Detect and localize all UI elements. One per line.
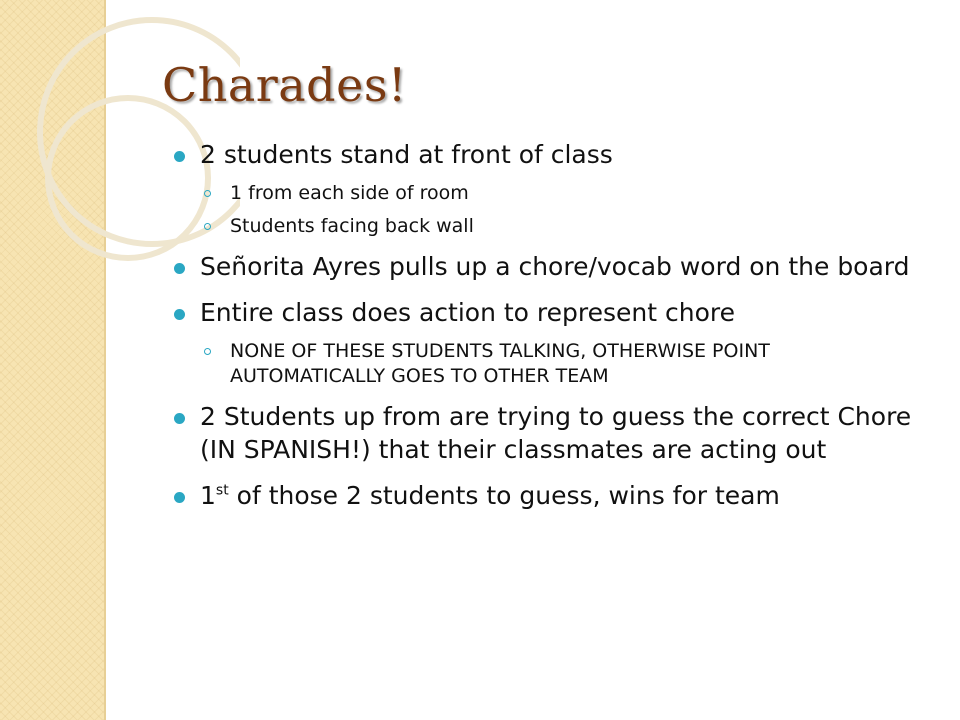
ordinal-number: 1 bbox=[200, 481, 216, 510]
sub-bullet-item: NONE OF THESE STUDENTS TALKING, OTHERWISE POINT AUTOMATICALLY GOES TO OTHER TEAM bbox=[172, 339, 912, 389]
bullet-item: Entire class does action to represent chore bbox=[172, 296, 912, 329]
bullet-text: of those 2 students to guess, wins for team bbox=[228, 481, 780, 510]
sub-bullet-item: Students facing back wall bbox=[172, 214, 912, 239]
bullet-item: Señorita Ayres pulls up a chore/vocab word on the board bbox=[172, 250, 912, 283]
slide-title: Charades! bbox=[162, 58, 407, 112]
bullet-item: 2 students stand at front of class bbox=[172, 138, 912, 171]
sub-bullet-item: 1 from each side of room bbox=[172, 181, 912, 206]
ordinal-suffix: st bbox=[215, 482, 229, 499]
bullet-list bbox=[172, 138, 912, 525]
bullet-item: 2 Students up from are trying to guess the correct Chore (IN SPANISH!) that their classmates are acting out bbox=[172, 400, 912, 466]
bullet-item-last bbox=[172, 479, 912, 512]
